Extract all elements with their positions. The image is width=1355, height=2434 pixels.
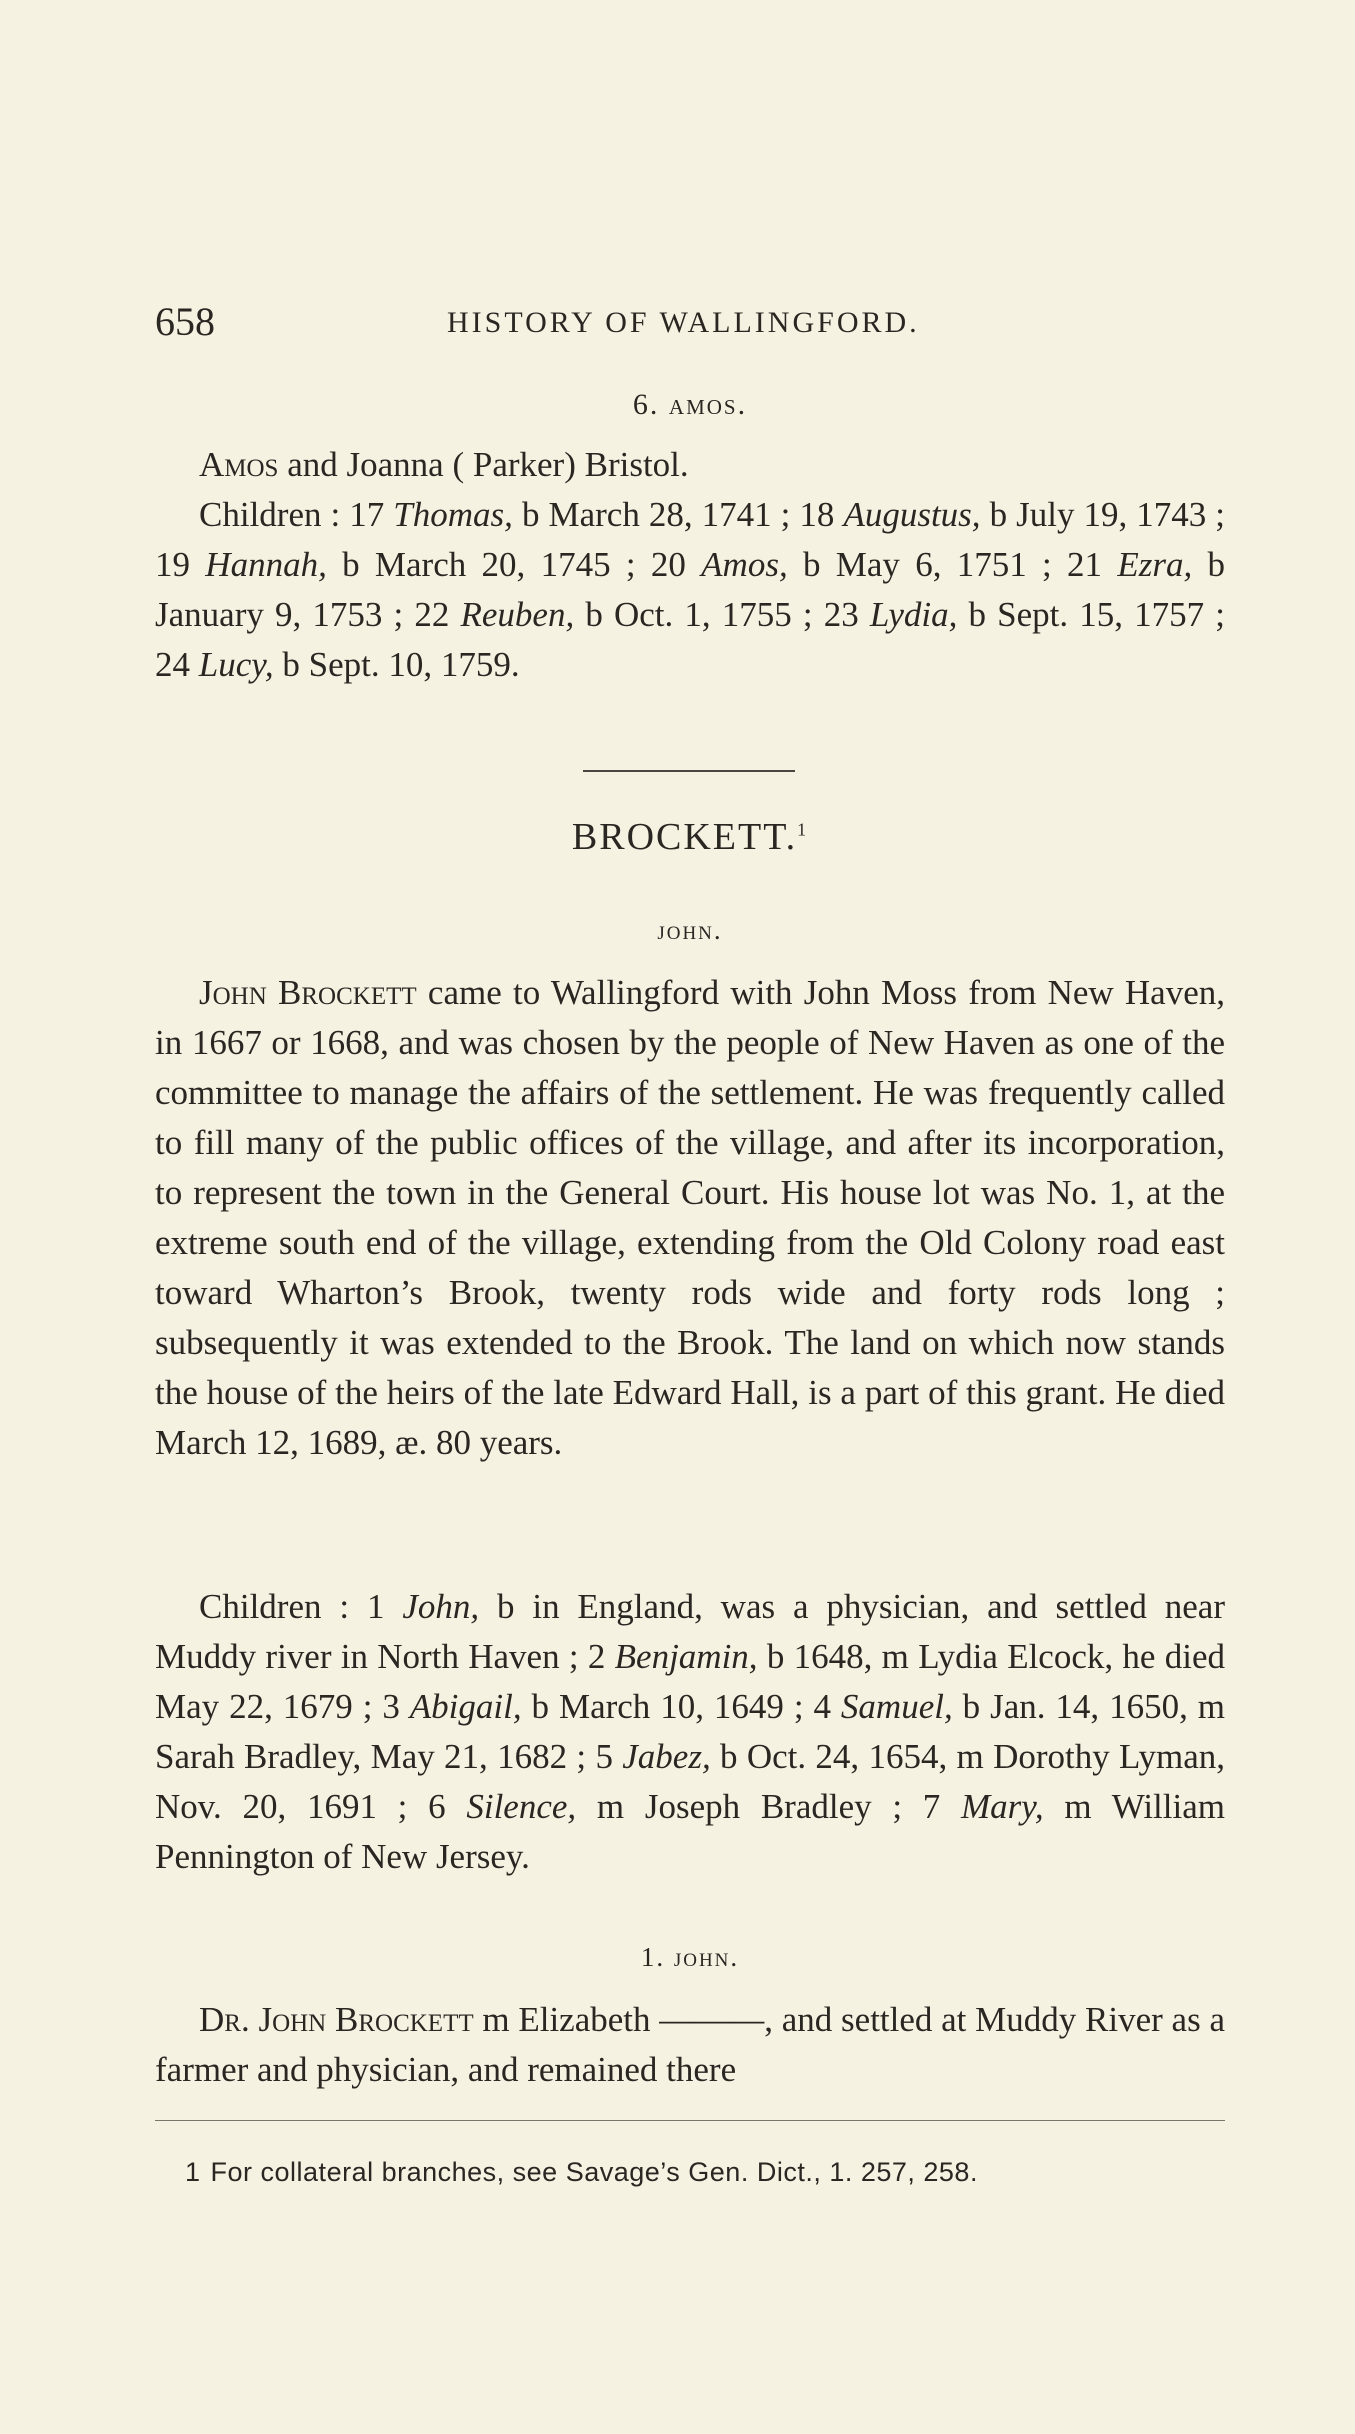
child-name: Samuel, <box>840 1687 953 1726</box>
child-name: Hannah, <box>205 545 327 584</box>
child-name: Lydia, <box>869 595 958 634</box>
child-name: Thomas, <box>393 495 513 534</box>
child-name: Amos, <box>701 545 788 584</box>
lead-name: Dr. John Brockett <box>199 2000 474 2039</box>
child-name: Ezra, <box>1117 545 1193 584</box>
paragraph-amos-parents: Amos and Joanna ( Parker) Bristol. <box>199 445 689 484</box>
paragraph-amos-children: Children : 17 Thomas, b March 28, 1741 ; 18 Augustus, b July 19, 1743 ; 19 Hannah, b March 20, 1745 ; 20 Amos, b May 6, 1751 ; 21 Ezra, b January 9, 1753 ; 22 Reuben, b Oct. 1, 1755 ; 23 Lydia, b Sept. 15, 1757 ; 24 Lucy, b Sept. 10, 1759. <box>155 495 1226 684</box>
child-name: Mary, <box>961 1787 1044 1826</box>
child-name: Silence, <box>466 1787 577 1826</box>
child-name: John, <box>402 1587 480 1626</box>
paragraph-dr-john-brockett: Dr. John Brockett m Elizabeth ———, and settled at Muddy River as a farmer and physician, and remained there <box>155 2000 1225 2089</box>
book-page <box>155 0 1225 2434</box>
page-number: 658 <box>155 299 215 344</box>
child-name: Reuben, <box>460 595 575 634</box>
child-name: Benjamin, <box>614 1637 758 1676</box>
child-name: Augustus, <box>843 495 981 534</box>
lead-name: John Brockett <box>199 973 417 1012</box>
lead-name: Amos <box>199 445 279 484</box>
section-heading-amos: 6. amos. <box>632 388 748 421</box>
child-name: Jabez, <box>622 1737 711 1776</box>
child-name: Abigail, <box>409 1687 522 1726</box>
footnote-rule <box>155 2120 1225 2121</box>
section-heading-1-john: 1. john. <box>640 1942 740 1972</box>
footnote-text: For collateral branches, see Savage’s Gen. Dict., 1. 257, 258. <box>210 2157 978 2187</box>
paragraph-john-children: Children : 1 John, b in England, was a physician, and settled near Muddy river in North Haven ; 2 Benjamin, b 1648, m Lydia Elcock, he died May 22, 1679 ; 3 Abigail, b March 10, 1649 ; 4 Samuel, b Jan. 14, 1650, m Sarah Bradley, May 21, 1682 ; 5 Jabez, b Oct. 24, 1654, m Dorothy Lyman, Nov. 20, 1691 ; 6 Silence, m Joseph Bradley ; 7 Mary, m William Pennington of New Jersey. <box>155 1587 1226 1876</box>
family-title: BROCKETT.$^1$ <box>571 816 809 858</box>
footnote <box>185 2157 978 2188</box>
child-name: Lucy, <box>198 645 274 684</box>
running-head <box>155 298 1225 348</box>
paragraph-john-brockett: John Brockett came to Wallingford with John Moss from New Haven, in 1667 or 1668, and was chosen by the people of New Haven as one of the committee to manage the affairs of the settlement. He was frequently called to fill many of the public offices of the village, and after its incorporation, to represent the town in the General Court. His house lot was No. 1, at the extreme south end of the village, extending from the Old Colony road east toward Wharton’s Brook, twenty rods wide and forty rods long ; subsequently it was extended to the Brook. The land on which now stands the house of the heirs of the late Edward Hall, is a part of this grant. He died March 12, 1689, æ. 80 years. <box>155 973 1225 1462</box>
section-heading-john: john. <box>657 915 723 945</box>
footnote-mark: 1 <box>185 2157 201 2187</box>
footnote-ref: 1 <box>797 819 809 840</box>
book-title: HISTORY OF WALLINGFORD. <box>447 306 920 339</box>
section-divider <box>583 770 795 772</box>
